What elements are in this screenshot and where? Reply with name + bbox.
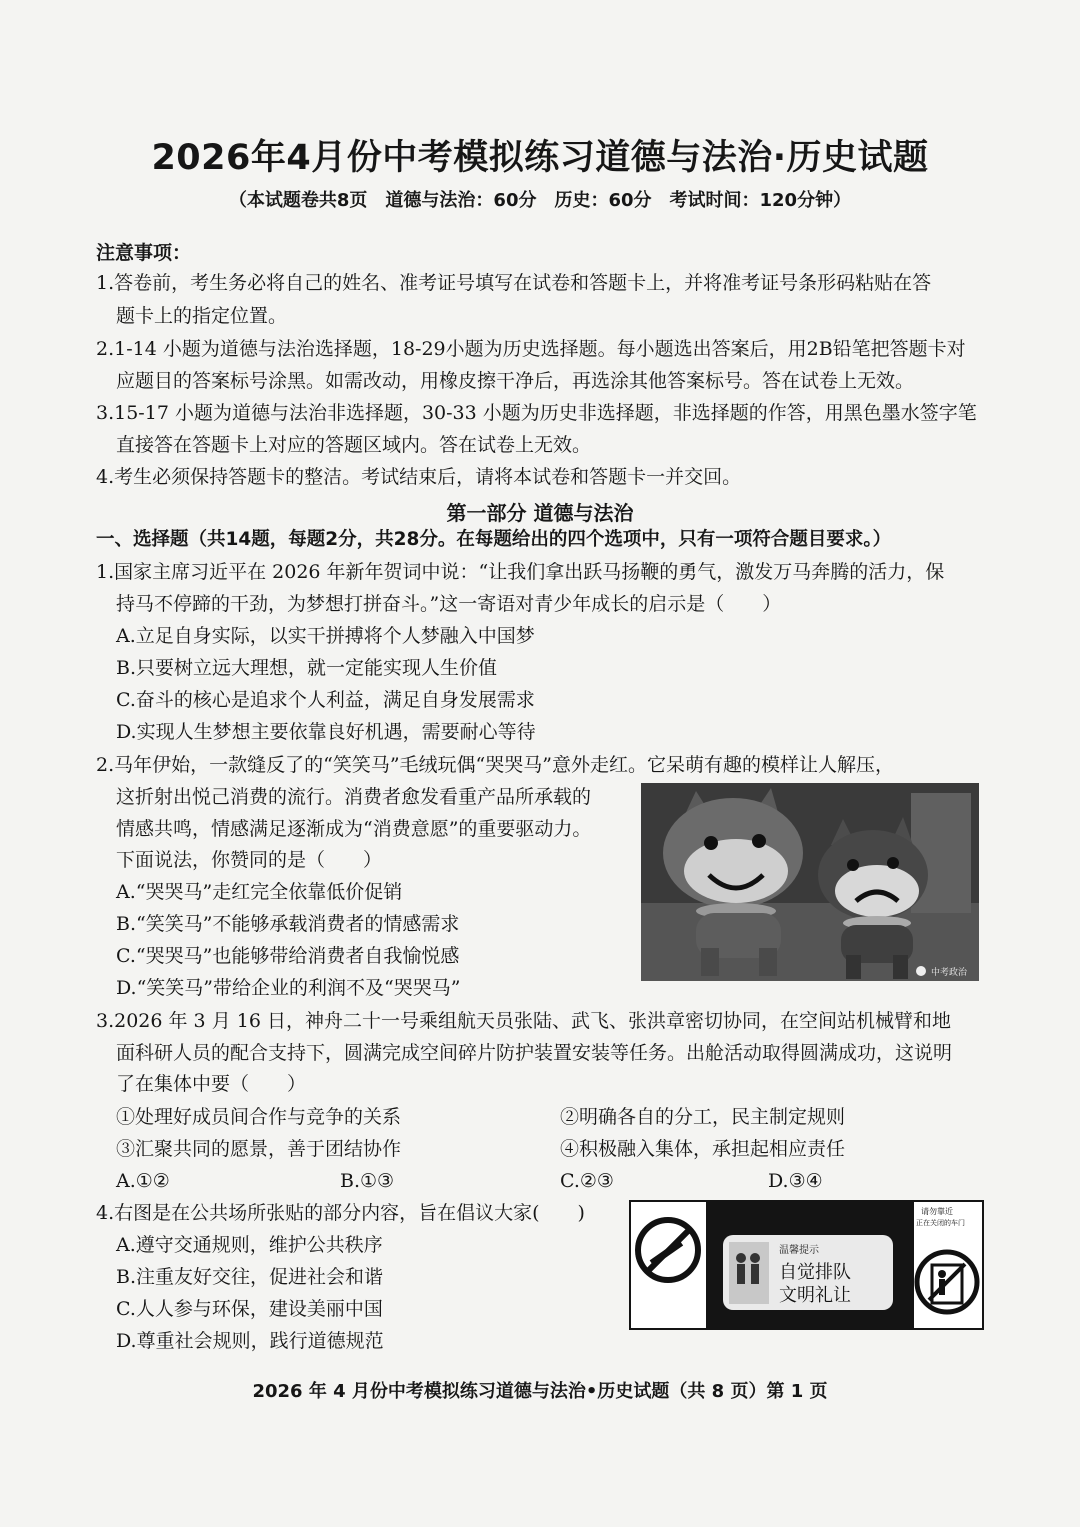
page-title: 2026年4月份中考模拟练习道德与法治·历史试题 bbox=[151, 138, 929, 178]
photo-watermark: 中考政治 bbox=[931, 968, 968, 978]
q3-item-1: ①处理好成员间合作与竞争的关系 bbox=[116, 1106, 402, 1128]
notice-line: 3.15-17 小题为道德与法治非选择题，30-33 小题为历史非选择题，非选择题的作答，用黑色墨水签字笔 bbox=[96, 402, 977, 424]
q2-option-c: C.“哭哭马”也能够带给消费者自我愉悦感 bbox=[116, 945, 460, 967]
q4-option-a: A.遵守交通规则，维护公共秩序 bbox=[116, 1234, 383, 1256]
q2-stem-line: 下面说法，你赞同的是（ ） bbox=[116, 849, 383, 871]
q3-option-c: C.②③ bbox=[560, 1170, 614, 1192]
plush-horse-photo bbox=[641, 783, 979, 981]
q3-option-d: D.③④ bbox=[768, 1170, 823, 1192]
no-smoking-icon bbox=[631, 1202, 706, 1328]
section-heading: 一、选择题（共14题，每题2分，共28分。在每题给出的四个选项中，只有一项符合题目要求。） bbox=[96, 529, 892, 550]
sign-line1: 自觉排队 bbox=[779, 1262, 851, 1283]
svg-text:请勿靠近: 请勿靠近 bbox=[921, 1207, 953, 1216]
q1-stem-line: 持马不停蹄的干劲，为梦想打拼奋斗。”这一寄语对青少年成长的启示是（ ） bbox=[116, 593, 782, 615]
q3-item-4: ④积极融入集体，承担起相应责任 bbox=[560, 1138, 846, 1160]
q3-stem-line: 了在集体中要（ ） bbox=[116, 1073, 307, 1095]
q1-option-a: A.立足自身实际，以实干拼搏将个人梦融入中国梦 bbox=[116, 625, 535, 647]
notice-line: 应题目的答案标号涂黑。如需改动，用橡皮擦干净后，再选涂其他答案标号。答在试卷上无效。 bbox=[116, 370, 915, 392]
q1-option-c: C.奋斗的核心是追求个人利益，满足自身发展需求 bbox=[116, 689, 535, 711]
q2-stem-line: 这折射出悦己消费的流行。消费者愈发看重产品所承载的 bbox=[116, 786, 592, 808]
notice-line: 直接答在答题卡上对应的答题区域内。答在试卷上无效。 bbox=[116, 434, 592, 456]
sign-line2: 文明礼让 bbox=[779, 1285, 851, 1306]
notice-line: 1.答卷前，考生务必将自己的姓名、准考证号填写在试卷和答题卡上，并将准考证号条形码粘贴在答 bbox=[96, 272, 932, 294]
svg-text:正在关闭的车门: 正在关闭的车门 bbox=[916, 1219, 965, 1227]
notice-line: 题卡上的指定位置。 bbox=[116, 305, 288, 327]
q3-option-a: A.①② bbox=[116, 1170, 170, 1192]
q1-option-b: B.只要树立远大理想，就一定能实现人生价值 bbox=[116, 657, 498, 679]
q4-stem: 4.右图是在公共场所张贴的部分内容，旨在倡议大家( ) bbox=[96, 1202, 585, 1224]
q3-stem-line: 3.2026 年 3 月 16 日，神舟二十一号乘组航天员张陆、武飞、张洪章密切协同，在空间站机械臂和地 bbox=[96, 1010, 951, 1032]
sign-tip-text: 温馨提示 bbox=[779, 1245, 819, 1256]
q4-option-b: B.注重友好交往，促进社会和谐 bbox=[116, 1266, 384, 1288]
page-subtitle: （本试题卷共8页 道德与法治：60分 历史：60分 考试时间：120分钟） bbox=[228, 190, 852, 211]
part-title: 第一部分 道德与法治 bbox=[446, 501, 634, 525]
q3-item-2: ②明确各自的分工，民主制定规则 bbox=[560, 1106, 846, 1128]
q2-option-d: D.“笑笑马”带给企业的利润不及“哭哭马” bbox=[116, 977, 461, 999]
q1-option-d: D.实现人生梦想主要依靠良好机遇，需要耐心等待 bbox=[116, 721, 536, 743]
queue-sign bbox=[723, 1235, 893, 1310]
q2-stem-line: 情感共鸣，情感满足逐渐成为“消费意愿”的重要驱动力。 bbox=[116, 818, 592, 840]
q2-stem-line: 2.马年伊始，一款缝反了的“笑笑马”毛绒玩偶“哭哭马”意外走红。它呆萌有趣的模样让人解压， bbox=[96, 754, 894, 776]
q2-option-b: B.“笑笑马”不能够承载消费者的情感需求 bbox=[116, 913, 460, 935]
q3-stem-line: 面科研人员的配合支持下，圆满完成空间碎片防护装置安装等任务。出舱活动取得圆满成功，这说明 bbox=[116, 1042, 953, 1064]
public-sign-image bbox=[629, 1200, 984, 1330]
q1-stem-line: 1.国家主席习近平在 2026 年新年贺词中说：“让我们拿出跃马扬鞭的勇气，激发万马奔腾的活力，保 bbox=[96, 561, 945, 583]
notice-line: 2.1-14 小题为道德与法治选择题，18-29小题为历史选择题。每小题选出答案后，用2B铅笔把答题卡对 bbox=[96, 338, 966, 360]
q2-option-a: A.“哭哭马”走红完全依靠低价促销 bbox=[116, 881, 403, 903]
page-footer: 2026 年 4 月份中考模拟练习道德与法治•历史试题（共 8 页）第 1 页 bbox=[252, 1381, 828, 1402]
q4-option-d: D.尊重社会规则，践行道德规范 bbox=[116, 1330, 384, 1352]
notice-line: 4.考生必须保持答题卡的整洁。考试结束后，请将本试卷和答题卡一并交回。 bbox=[96, 466, 742, 488]
q4-option-c: C.人人参与环保，建设美丽中国 bbox=[116, 1298, 383, 1320]
q3-item-3: ③汇聚共同的愿景，善于团结协作 bbox=[116, 1138, 402, 1160]
notice-heading: 注意事项： bbox=[96, 242, 192, 264]
q3-option-b: B.①③ bbox=[340, 1170, 395, 1192]
door-warning-sign bbox=[914, 1202, 982, 1328]
